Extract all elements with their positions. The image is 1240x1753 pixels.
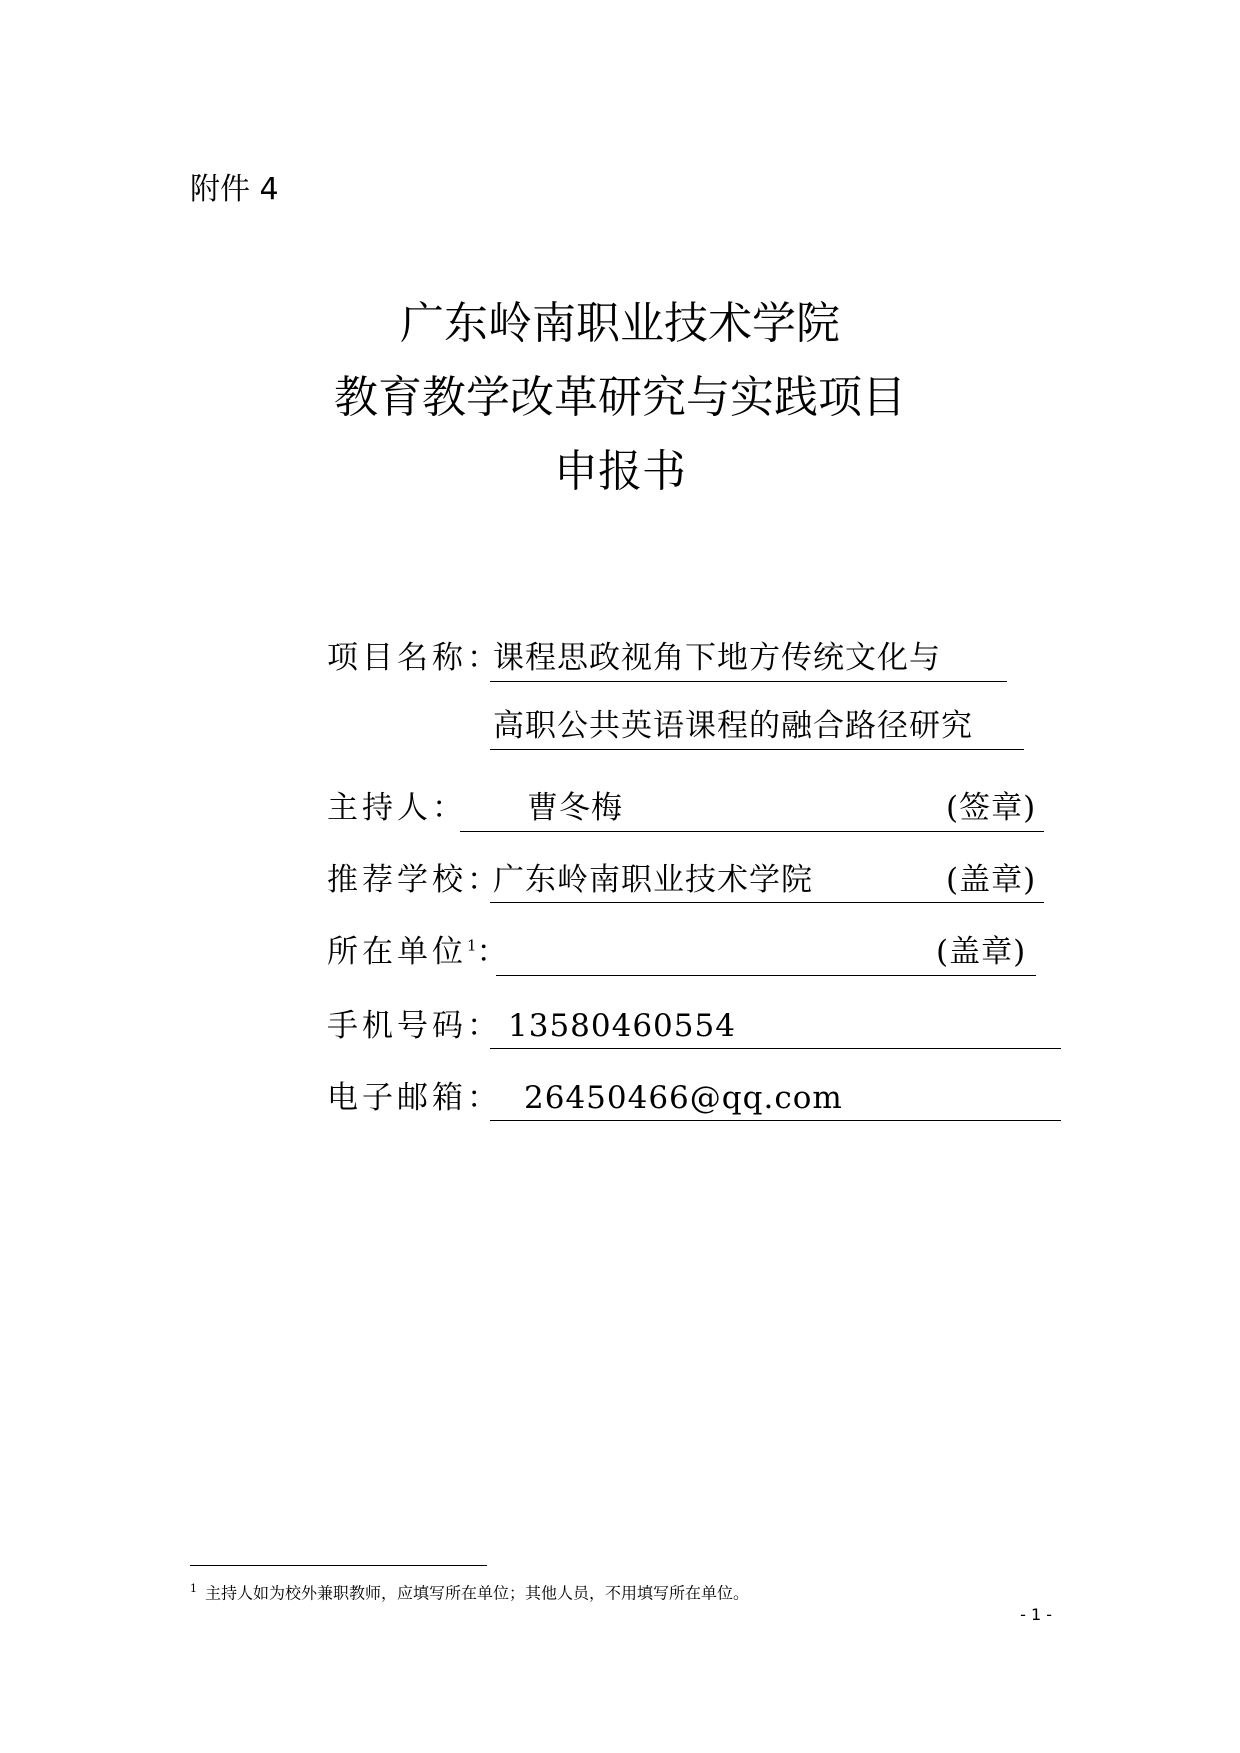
project-name-value-line1: 课程思政视角下地方传统文化与 (493, 640, 941, 676)
email-label: 电子邮箱： (327, 1080, 502, 1116)
host-value: 曹冬梅 (527, 790, 623, 826)
project-name-underline-2 (490, 749, 1024, 750)
footnote-mark: 1 (190, 1582, 197, 1595)
unit-label: 所在单位 (327, 934, 467, 970)
host-seal-note: (签章) (946, 790, 1037, 826)
page-number: - 1 - (1020, 1605, 1052, 1624)
project-name-label: 项目名称： (327, 640, 502, 676)
school-underline (490, 902, 1044, 903)
unit-footnote-mark: 1 (467, 936, 477, 955)
phone-value: 13580460554 (508, 1008, 736, 1044)
footnote (190, 1578, 749, 1604)
project-name-value-line2: 高职公共英语课程的融合路径研究 (493, 708, 973, 744)
unit-label-group (327, 932, 512, 972)
school-seal-note: (盖章) (946, 862, 1037, 898)
email-value: 26450466@qq.com (524, 1080, 843, 1116)
school-label: 推荐学校： (327, 862, 502, 898)
host-label: 主持人： (327, 790, 467, 826)
phone-underline (490, 1048, 1061, 1049)
attachment-label: 附件 4 (190, 172, 279, 207)
school-value: 广东岭南职业技术学院 (493, 862, 813, 898)
host-underline (460, 831, 1044, 832)
title-institution: 广东岭南职业技术学院 (400, 298, 840, 349)
email-underline (490, 1120, 1061, 1121)
phone-label: 手机号码： (327, 1008, 502, 1044)
title-project-type: 教育教学改革研究与实践项目 (334, 372, 906, 423)
footnote-text: 主持人如为校外兼职教师，应填写所在单位；其他人员，不用填写所在单位。 (205, 1583, 750, 1603)
unit-seal-note: (盖章) (936, 934, 1027, 970)
unit-underline (496, 975, 1036, 976)
project-name-underline-1 (490, 681, 1007, 682)
footnote-separator (190, 1565, 487, 1566)
unit-colon: ： (476, 934, 512, 970)
title-document-type: 申报书 (554, 446, 686, 497)
